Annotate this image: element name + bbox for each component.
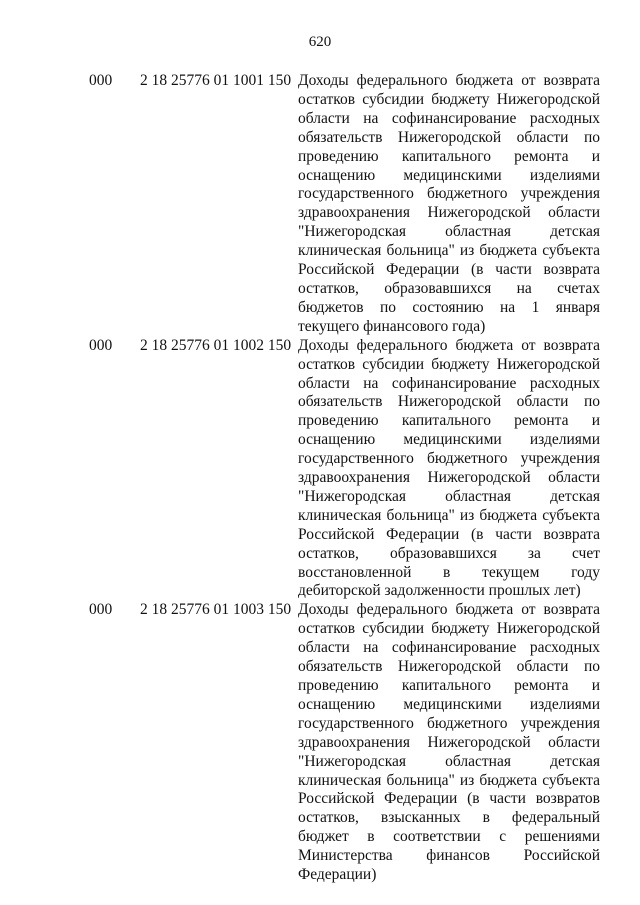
administrator-code: 000 [89, 72, 113, 89]
page-number: 620 [308, 34, 332, 50]
budget-classification-code: 2 18 25776 01 1001 150 [140, 72, 292, 89]
income-description: Доходы федерального бюджета от возврата остатков субсидии бюджету Нижегородской области на софинансирование расходных обязательств Нижегородской области по проведению капитального ремонта и оснащению медицинскими изделиями государственного бюджетного учреждения здравоохранения Нижегородской области "Нижегородская областная детская клиническая больница" из бюджета субъекта Российской Федерации (в части возвратов остатков, взысканных в федеральный бюджет в соответствии с решениями Министерства финансов Российской Федерации) [298, 601, 600, 884]
administrator-code: 000 [89, 336, 113, 354]
budget-classification-code: 2 18 25776 01 1003 150 [140, 601, 292, 619]
administrator-code: 000 [89, 601, 113, 619]
budget-classification-code: 2 18 25776 01 1002 150 [140, 336, 292, 354]
income-description: Доходы федерального бюджета от возврата остатков субсидии бюджету Нижегородской области на софинансирование расходных обязательств Нижегородской области по проведению капитального ремонта и оснащению медицинскими изделиями государственного бюджетного учреждения здравоохранения Нижегородской области "Нижегородская областная детская клиническая больница" из бюджета субъекта Российской Федерации (в части возврата остатков, образовавшихся на счетах бюджетов по состоянию на 1 января текущего финансового года) [298, 72, 600, 335]
budget-code-list [0, 72, 640, 885]
budget-code-entry [0, 72, 640, 337]
income-description: Доходы федерального бюджета от возврата остатков субсидии бюджету Нижегородской области на софинансирование расходных обязательств Нижегородской области по проведению капитального ремонта и оснащению медицинскими изделиями государственного бюджетного учреждения здравоохранения Нижегородской области "Нижегородская областная детская клиническая больница" из бюджета субъекта Российской Федерации (в части возврата остатков, образовавшихся за счет восстановленной в текущем году дебиторской задолженности прошлых лет) [298, 336, 600, 600]
budget-code-entry [0, 337, 640, 602]
budget-code-entry [0, 601, 640, 885]
